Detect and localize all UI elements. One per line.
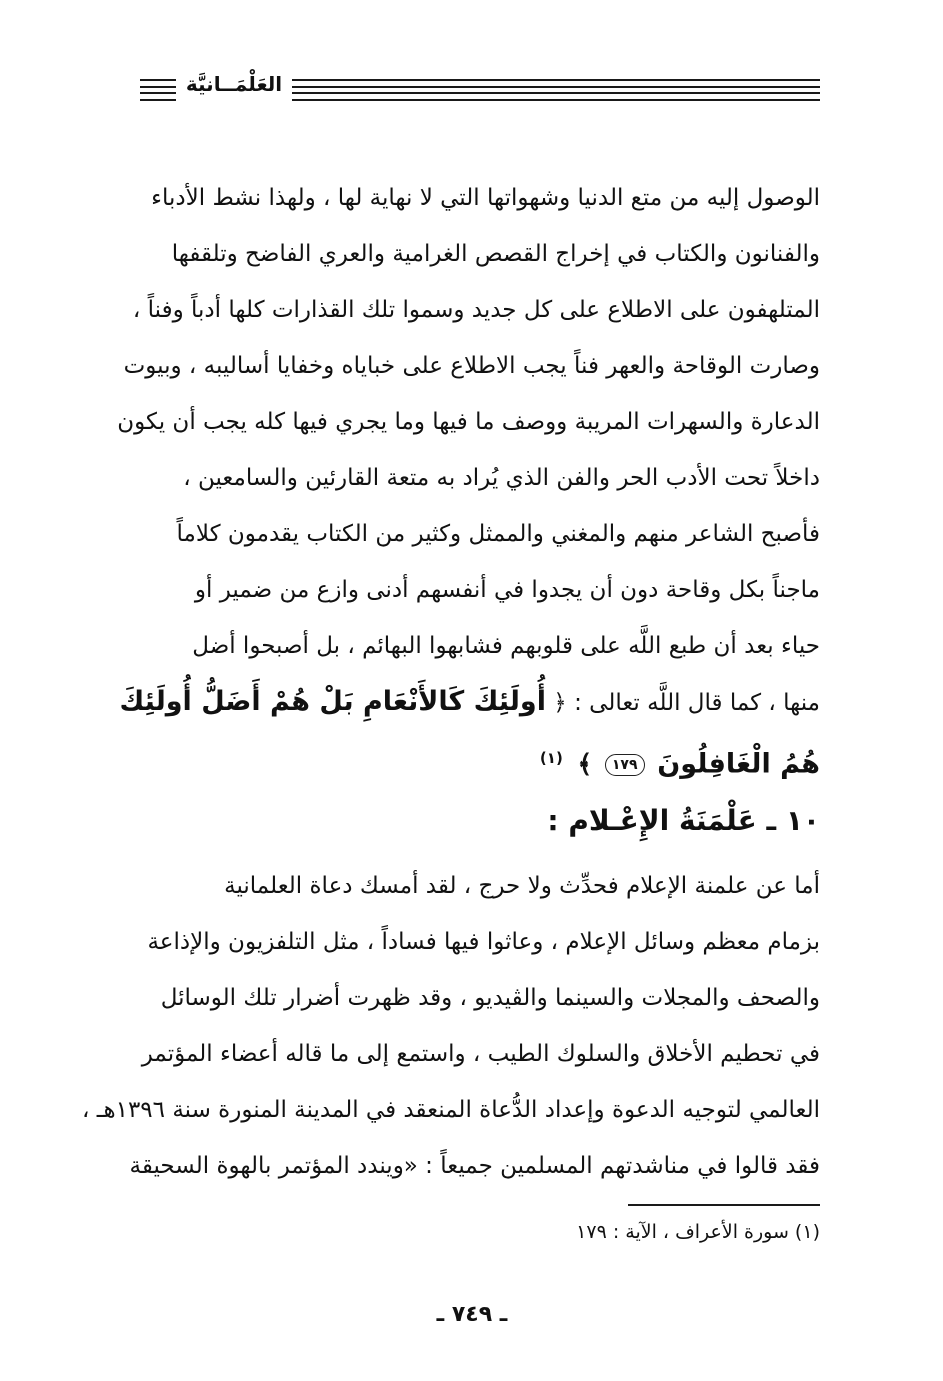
header-title: العَلْمَــانيَّة: [185, 72, 283, 96]
text-line: في تحطيم الأخلاق والسلوك الطيب ، واستمع إلى ما قاله أعضاء المؤتمر: [141, 1041, 820, 1067]
aya-number-badge: ١٧٩: [605, 754, 645, 776]
text-line: داخلاً تحت الأدب الحر والفن الذي يُراد به متعة القارئين والسامعين ،: [183, 465, 820, 491]
text-line: أما عن علمنة الإعلام فحدِّث ولا حرج ، لقد أمسك دعاة العلمانية: [224, 873, 820, 899]
running-header: [140, 70, 820, 106]
text-line: بزمام معظم وسائل الإعلام ، وعاثوا فيها فساداً ، مثل التلفزيون والإذاعة: [147, 929, 820, 955]
text-line: المتلهفون على الاطلاع على كل جديد وسموا تلك القذارات كلها أدباً وفناً ،: [132, 297, 820, 323]
quran-verse-part1: أُولَئِكَ كَالأَنْعَامِ بَلْ هُمْ أَضَلُّ أُولَئِكَ: [119, 686, 546, 717]
header-rule-left: [140, 79, 176, 101]
text-line: حياء بعد أن طبع اللَّه على قلوبهم فشابهوا البهائم ، بل أصبحوا أضل: [192, 633, 820, 659]
text-line: العالمي لتوجيه الدعوة وإعداد الدُّعاة المنعقد في المدينة المنورة سنة ١٣٩٦هـ ،: [81, 1097, 820, 1123]
footnote-marker: (١): [539, 749, 563, 767]
verse-close-bracket: ﴾: [577, 749, 593, 779]
text-line: فأصبح الشاعر منهم والمغني والممثل وكثير من الكتاب يقدمون كلاماً: [176, 521, 820, 547]
text-line: فقد قالوا في مناشدتهم المسلمين جميعاً : «ويندد المؤتمر بالهوة السحيقة: [129, 1153, 820, 1179]
text-line: والصحف والمجلات والسينما والڤيديو ، وقد ظهرت أضرار تلك الوسائل: [160, 985, 820, 1011]
paragraph-2: [81, 858, 820, 1194]
footnote-divider: [628, 1204, 820, 1206]
text-line: الدعارة والسهرات المريبة ووصف ما فيها وما يجري فيها كله يجب أن يكون: [117, 409, 820, 435]
text-line-verse-end: [140, 730, 820, 786]
section-heading: ١٠ ـ عَلْمَنَةُ الإِعْـلام :: [547, 804, 820, 837]
page-number: ـ ٧٤٩ ـ: [436, 1302, 508, 1327]
footnote: (١) سورة الأعراف ، الآية : ١٧٩: [576, 1221, 820, 1243]
text-line: والفنانون والكتاب في إخراج القصص الغرامية والعري الفاضح وتلقفها: [171, 241, 820, 267]
text-line: ماجناً بكل وقاحة دون أن يجدوا في أنفسهم أدنى وازع من ضمير أو: [194, 577, 820, 603]
quran-verse-part2: هُمُ الْغَافِلُونَ: [657, 748, 820, 780]
header-rule-right: [292, 79, 820, 101]
text-line: وصارت الوقاحة والعهر فناً يجب الاطلاع على خباياه وخفايا أساليبه ، وبيوت: [123, 353, 820, 379]
text-line-verse-start: [119, 674, 820, 730]
paragraph-1: [117, 170, 820, 786]
text-line: الوصول إليه من متع الدنيا وشهواتها التي لا نهاية لها ، ولهذا نشط الأدباء: [151, 185, 820, 211]
verse-intro: منها ، كما قال اللَّه تعالى : ﴿: [553, 690, 820, 716]
